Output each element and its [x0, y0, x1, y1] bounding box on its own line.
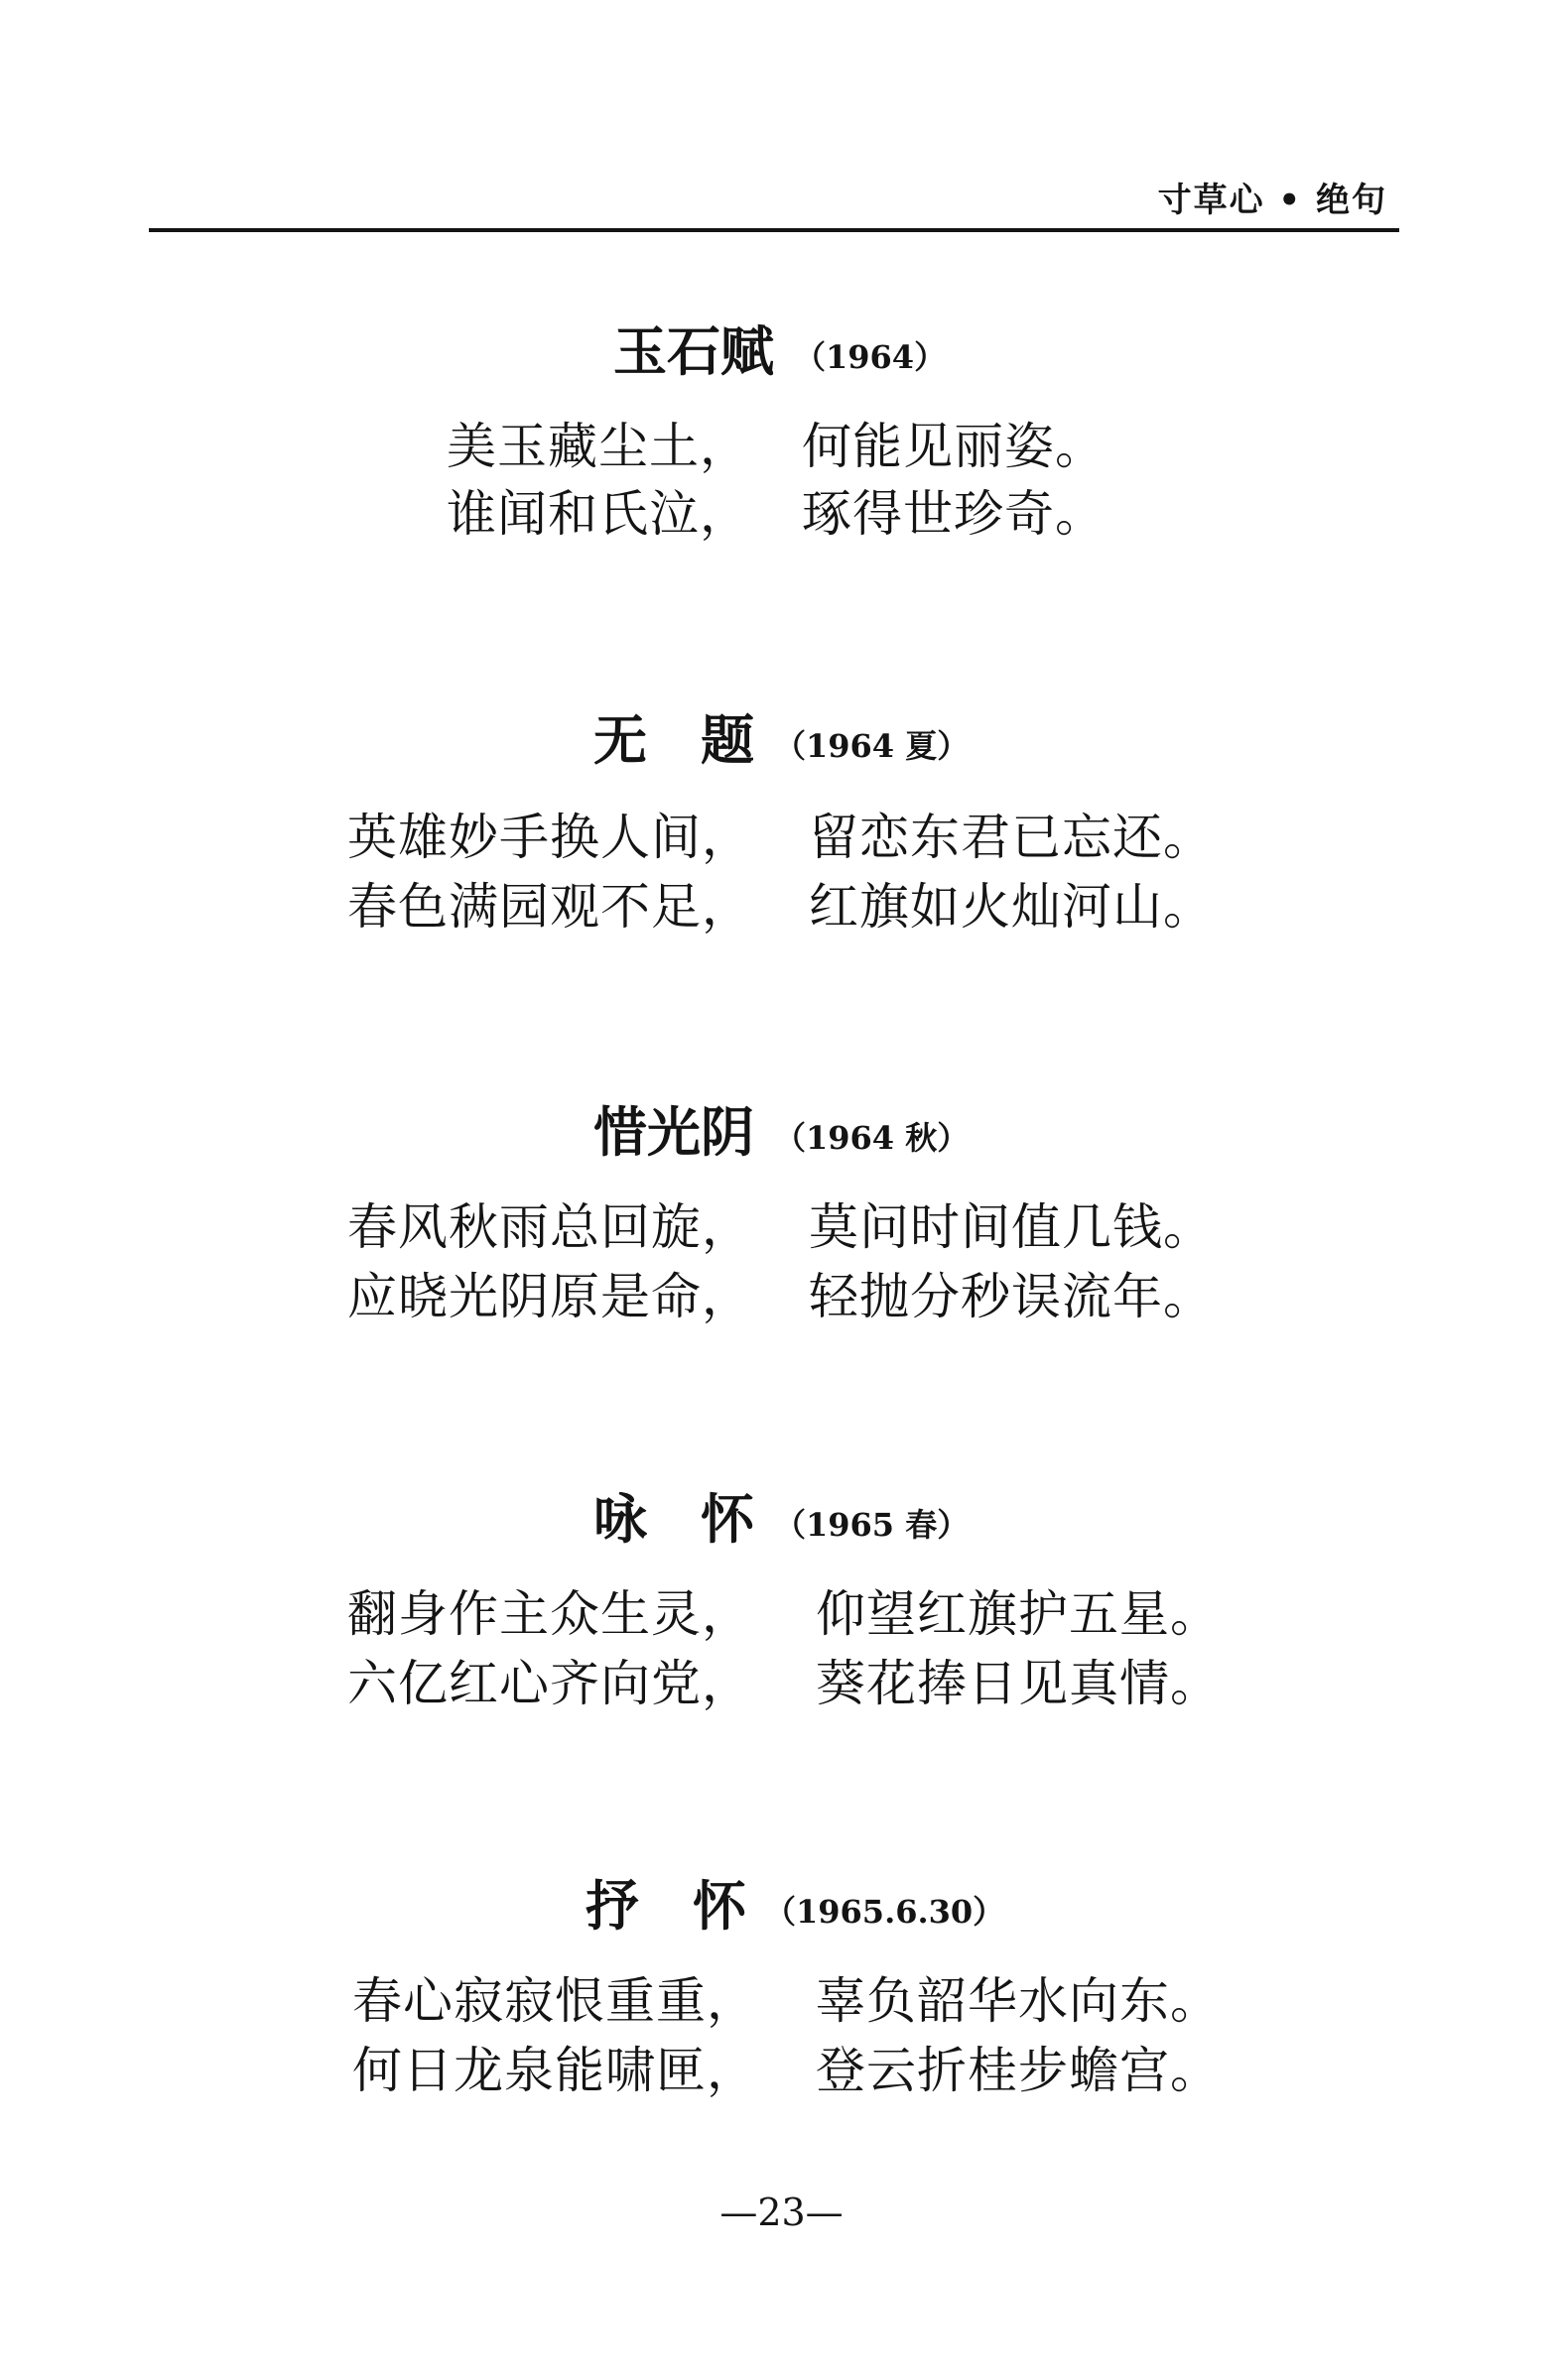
poem-2 — [0, 706, 1563, 936]
poem-line-first-half: 六亿红心齐向党， — [347, 1655, 752, 1712]
poem-title-row — [0, 706, 1563, 776]
poem-line-second-half: 辜负韶华水向东。 — [816, 1972, 1221, 2030]
poem-date: （1965.6.30） — [764, 1893, 1005, 1931]
poem-date: （1964 秋） — [774, 1119, 970, 1157]
poem-3 — [0, 1098, 1563, 1325]
poem-line-first-half: 应晓光阴原是命， — [347, 1268, 752, 1325]
poem-line-first-half: 翻身作主众生灵， — [347, 1585, 752, 1643]
poem-date: （1964） — [794, 338, 947, 376]
poem-title: 玉石赋 — [613, 320, 774, 383]
poem-title: 无 题 — [593, 709, 754, 772]
running-head: 寸草心 • 绝句 — [1157, 181, 1387, 220]
poem-line-second-half: 轻抛分秒误流年。 — [809, 1268, 1214, 1325]
poem-line-second-half: 葵花捧日见真情。 — [816, 1655, 1221, 1712]
poem-date: （1965 春） — [774, 1506, 970, 1544]
poem-title: 咏 怀 — [593, 1488, 754, 1551]
poem-line-first-half: 谁闻和氏泣， — [447, 485, 750, 543]
poem-line-first-half: 美玉藏尘土， — [447, 418, 750, 475]
page-number: —23— — [719, 2191, 844, 2234]
poem-line-second-half: 红旗如火灿河山。 — [809, 878, 1214, 936]
poem-title-row — [0, 1872, 1563, 1942]
poem-title: 惜光阴 — [593, 1101, 754, 1164]
poem-line-second-half: 琢得世珍奇。 — [802, 485, 1106, 543]
page-header — [149, 169, 1399, 232]
poem-line-first-half: 英雄妙手换人间， — [347, 809, 752, 866]
poem-5 — [0, 1872, 1563, 2099]
poem-title-row — [0, 1485, 1563, 1555]
poem-line-second-half: 登云折桂步蟾宫。 — [816, 2042, 1221, 2099]
poem-4 — [0, 1485, 1563, 1712]
poem-title-row — [0, 1098, 1563, 1168]
poem-date: （1964 夏） — [774, 727, 970, 765]
poem-1 — [0, 317, 1563, 543]
poem-line-second-half: 仰望红旗护五星。 — [816, 1585, 1221, 1643]
poem-title: 抒 怀 — [586, 1875, 746, 1938]
poem-line-first-half: 春风秋雨总回旋， — [347, 1198, 752, 1256]
poem-line-first-half: 何日龙泉能啸匣， — [352, 2042, 757, 2099]
poem-line-second-half: 留恋东君已忘还。 — [809, 809, 1214, 866]
poem-title-row — [0, 317, 1563, 387]
poem-line-first-half: 春色满园观不足， — [347, 878, 752, 936]
poem-line-second-half: 何能见丽姿。 — [802, 418, 1106, 475]
poem-line-first-half: 春心寂寂恨重重， — [352, 1972, 757, 2030]
poem-line-second-half: 莫问时间值几钱。 — [809, 1198, 1214, 1256]
